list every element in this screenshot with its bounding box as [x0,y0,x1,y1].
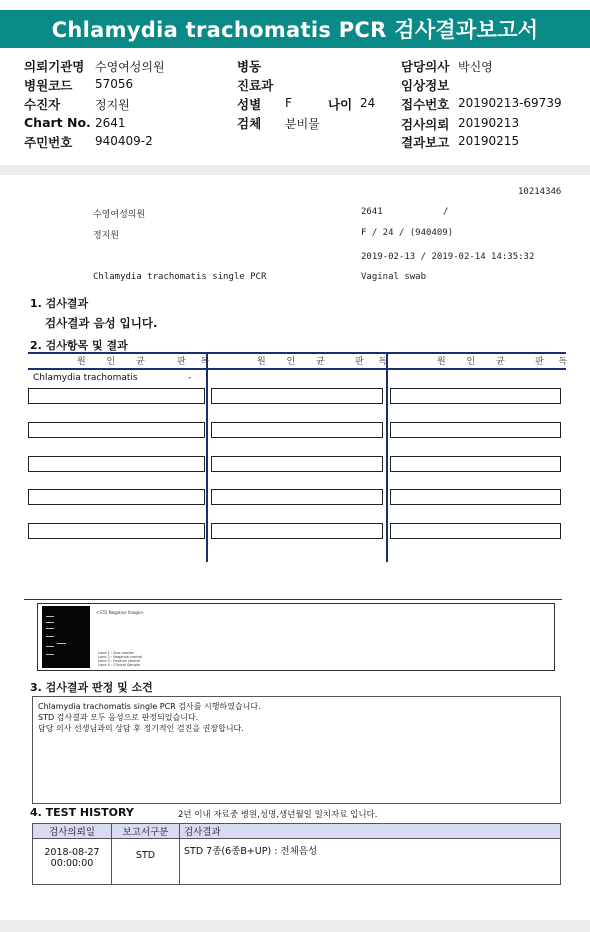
hospital-code-value: 57056 [95,77,134,91]
label-chart-no: 2641 [361,207,383,217]
result-slot [390,523,561,539]
section1-result: 검사결과 음성 입니다. [45,316,158,330]
result-slot [211,489,383,505]
gel-legend-3: Lane 3 : Positive control [98,659,140,663]
table-header-line [28,368,566,370]
col-header-agent-1: 원 인 균 [77,357,154,367]
table-col-divider-1 [206,352,208,562]
history-time: 00:00:00 [50,858,94,869]
gel-legend-2: Lane 2 : Negative control [98,655,143,659]
label-test: Chlamydia trachomatis single PCR [93,272,267,282]
institution-label: 의뢰기관명 [24,59,85,74]
specimen-value: 분비물 [285,117,320,131]
history-header-row [33,824,561,839]
sex-value: F [285,96,292,110]
result-item-value: - [188,373,192,383]
chart-label: Chart No. [24,115,91,130]
clinical-label: 임상정보 [401,78,450,93]
result-slot [390,489,561,505]
section1-title: 1. 검사결과 [30,297,89,310]
result-slot [211,422,383,438]
result-slot [28,489,205,505]
ward-label: 병동 [237,59,262,74]
remark-line: STD 검사결과 모두 음성으로 판정되었습니다. [38,713,199,722]
result-slot [28,523,205,539]
result-slot [390,388,561,404]
history-date-cell [33,839,112,885]
age-label: 나이 [328,97,353,112]
patient-value: 정지원 [95,98,130,112]
label-dates: 2019-02-13 / 2019-02-14 14:35:32 [361,252,535,262]
history-header-date: 검사의뢰일 [33,824,112,839]
label-patient: 정지원 [93,231,120,241]
label-clinic: 수영여성의원 [93,210,146,220]
history-note: 2년 이내 자료중 병원,성명,생년월일 일치자료 입니다. [178,810,378,820]
report-value: 20190215 [458,134,520,148]
hospital-code-label: 병원코드 [24,78,73,93]
report-label: 결과보고 [401,135,450,150]
result-slot [211,388,383,404]
section4-title: 4. TEST HISTORY [30,806,134,819]
result-slot [28,422,205,438]
resident-value: 940409-2 [95,134,153,148]
section3-title: 3. 검사결과 판정 및 소견 [30,681,153,694]
specimen-label: 검체 [237,116,262,131]
gel-caption: <STD Negative Image> [96,610,144,615]
label-code: 10214346 [518,187,562,197]
col-header-result-2: 판 독 [355,357,394,367]
label-slash: / [443,207,449,217]
request-label: 검사의뢰 [401,117,450,132]
remarks-box [32,696,561,804]
gel-image [42,606,90,668]
result-slot [390,422,561,438]
institution-value: 수영여성의원 [95,60,165,74]
history-result-cell: STD 7종(6종B+UP) : 전체음성 [180,839,561,885]
history-header-type: 보고서구분 [112,824,180,839]
result-slot [211,456,383,472]
patient-label: 수진자 [24,97,61,112]
col-header-agent-2: 원 인 균 [257,357,334,367]
col-header-result-1: 판 독 [177,357,216,367]
label-sex-age: F / 24 / (940409) [361,228,454,238]
gel-divider [24,599,562,600]
doctor-label: 담당의사 [401,59,450,74]
result-slot [390,456,561,472]
report-title: Chlamydia trachomatis PCR 검사결과보고서 [0,10,590,48]
section2-title: 2. 검사항목 및 결과 [30,339,128,352]
gel-legend-4: Lane 4 : Clinical Sample [98,663,141,667]
label-specimen: Vaginal swab [361,272,427,282]
sex-label: 성별 [237,97,262,112]
result-item-name: Chlamydia trachomatis [33,373,138,383]
table-col-divider-2 [386,352,388,562]
history-date: 2018-08-27 [44,847,100,858]
page-bottom-strip [0,920,590,932]
result-slot [28,456,205,472]
chart-value: 2641 [95,116,126,130]
table-row [33,839,561,885]
col-header-agent-3: 원 인 균 [437,357,514,367]
gel-legend-1: Lane 1 : Size marker [98,651,134,655]
remark-line: 담당 의사 선생님과의 상담 후 정기적인 검진을 권장합니다. [38,724,244,733]
doctor-value: 박신영 [458,60,493,74]
divider [0,165,590,175]
receipt-value: 20190213-69739 [458,96,562,110]
history-type-cell: STD [112,839,180,885]
receipt-label: 접수번호 [401,97,450,112]
col-header-result-3: 판 독 [535,357,574,367]
remark-line: Chlamydia trachomatis single PCR 검사를 시행하였습니다. [38,702,261,711]
dept-label: 진료과 [237,78,274,93]
age-value: 24 [360,96,376,110]
resident-label: 주민번호 [24,135,73,150]
history-table [32,823,561,885]
result-slot [211,523,383,539]
result-slot [28,388,205,404]
request-value: 20190213 [458,116,520,130]
history-header-result: 검사결과 [180,824,561,839]
